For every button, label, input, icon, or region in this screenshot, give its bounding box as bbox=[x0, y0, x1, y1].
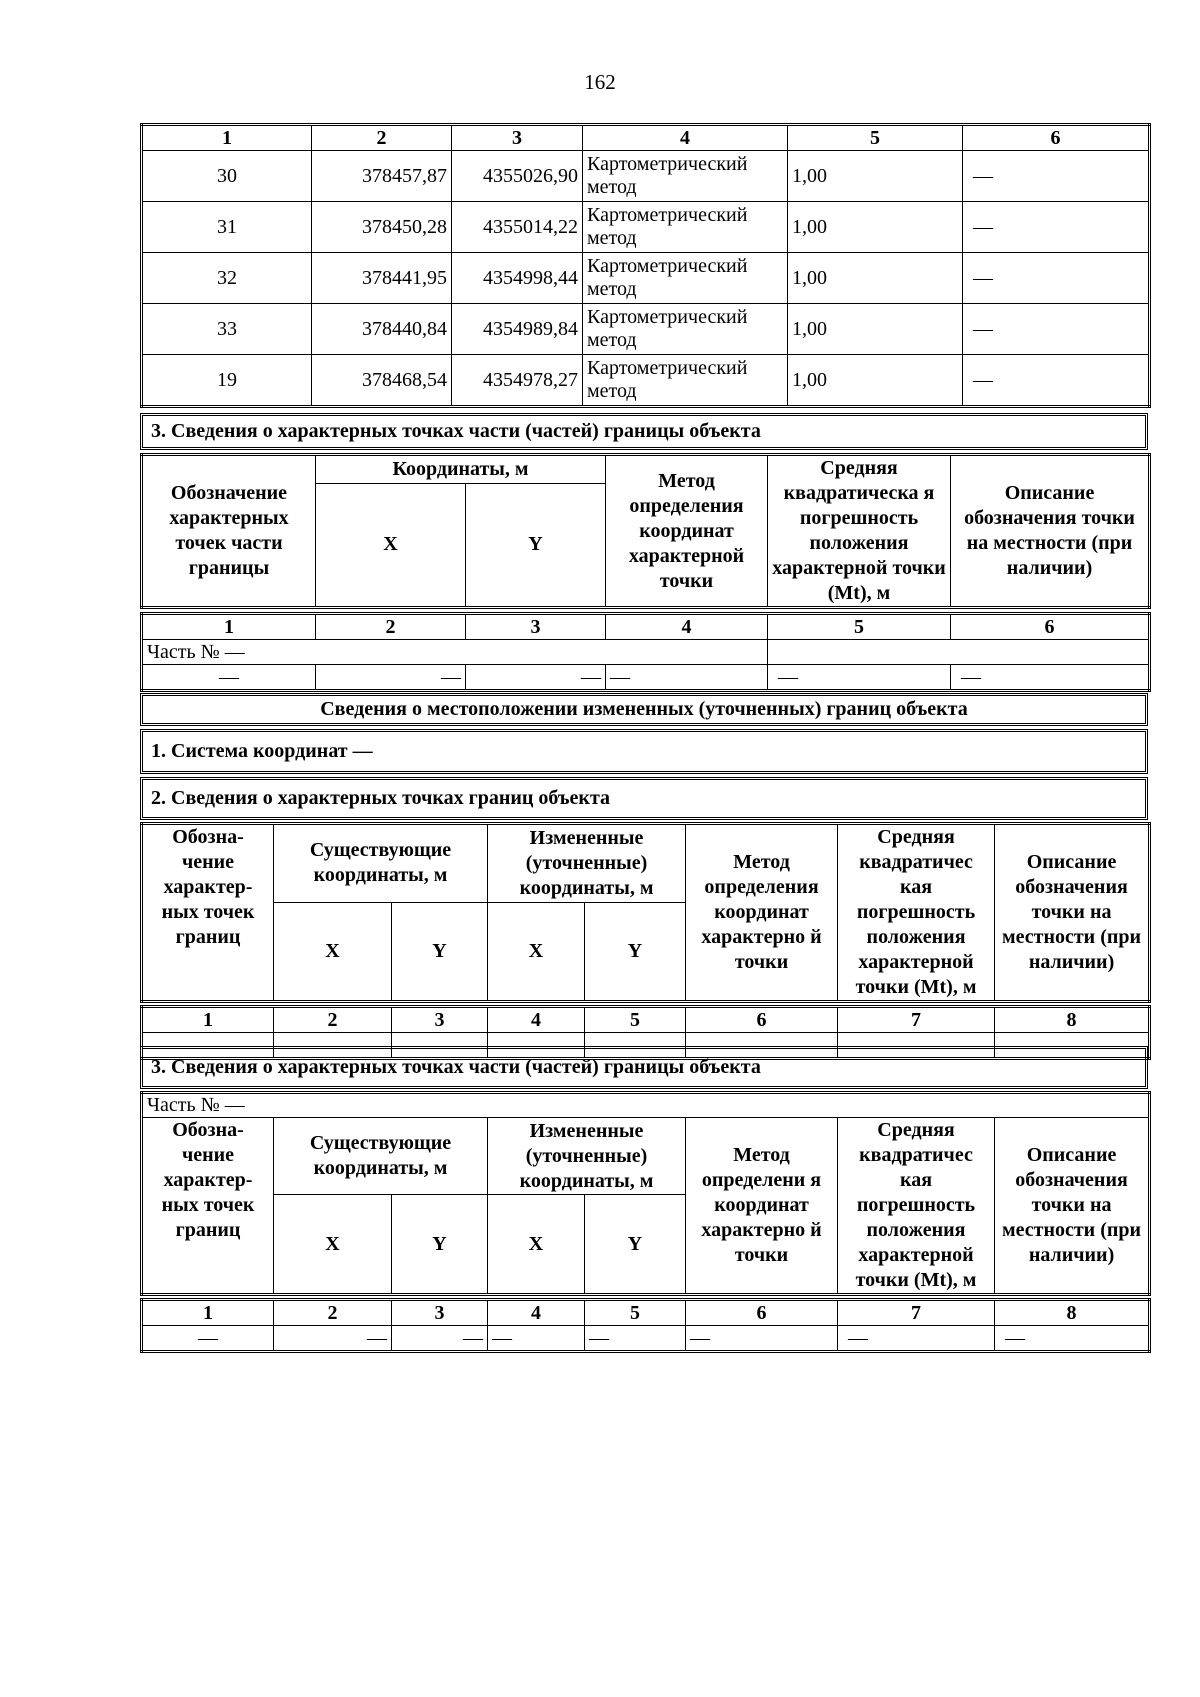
coord-y: 4355014,22 bbox=[452, 202, 583, 253]
header-existing: Существующие координаты, м bbox=[274, 1118, 488, 1195]
header-changed: Измененные (уточненные) координаты, м bbox=[488, 824, 686, 903]
col-num: 1 bbox=[142, 614, 316, 640]
col-num: 8 bbox=[995, 1300, 1150, 1326]
dash-cell: — bbox=[585, 1326, 686, 1352]
header-coordinates: Координаты, м bbox=[316, 455, 606, 484]
header-description: Описание обозначения точки на местности (при наличии) bbox=[995, 824, 1150, 1002]
coord-y: 4354989,84 bbox=[452, 304, 583, 355]
dash-cell: — bbox=[466, 665, 606, 691]
dash-cell: — bbox=[995, 1033, 1150, 1059]
coord-y: 4354978,27 bbox=[452, 355, 583, 407]
table-row bbox=[142, 202, 1150, 253]
col-num: 2 bbox=[312, 125, 452, 151]
col-num: 5 bbox=[788, 125, 963, 151]
point-id: 30 bbox=[142, 151, 312, 202]
header-method: Метод определения координат характерной точки bbox=[606, 455, 768, 608]
dash-cell: — bbox=[488, 1326, 585, 1352]
method: Картометрический метод bbox=[583, 253, 788, 304]
section3b-wrap bbox=[140, 1046, 1148, 1353]
section3a-body-table bbox=[140, 612, 1151, 692]
col-num: 1 bbox=[142, 125, 312, 151]
coord-y: 4354998,44 bbox=[452, 253, 583, 304]
col-num: 8 bbox=[995, 1007, 1150, 1033]
col-num: 5 bbox=[585, 1300, 686, 1326]
header-accuracy: Средняя квадратичес кая погрешность положения характерной точки (Mt), м bbox=[838, 824, 995, 1002]
col-num: 4 bbox=[606, 614, 768, 640]
dash-cell: — bbox=[392, 1326, 488, 1352]
dash-cell: — bbox=[838, 1326, 995, 1352]
header-changed: Измененные (уточненные) координаты, м bbox=[488, 1118, 686, 1195]
section3b-header-table bbox=[140, 1091, 1151, 1296]
header-y: Y bbox=[585, 1195, 686, 1295]
col-num: 3 bbox=[466, 614, 606, 640]
dash-cell: — bbox=[274, 1033, 392, 1059]
table-row bbox=[142, 253, 1150, 304]
header-existing: Существующие координаты, м bbox=[274, 824, 488, 903]
header-x: X bbox=[274, 1195, 392, 1295]
description: — bbox=[963, 253, 1150, 304]
section3b-title: 3. Сведения о характерных точках части (частей) границы объекта bbox=[140, 1046, 1148, 1089]
coord-system: 1. Система координат — bbox=[140, 729, 1148, 774]
top-points-table-wrap bbox=[140, 123, 1148, 408]
dash-cell: — bbox=[316, 665, 466, 691]
header-x: X bbox=[488, 902, 585, 1001]
header-accuracy: Средняя квадратичес кая погрешность положения характерной точки (Mt), м bbox=[838, 1118, 995, 1295]
method: Картометрический метод bbox=[583, 202, 788, 253]
col-num: 7 bbox=[838, 1300, 995, 1326]
col-num: 3 bbox=[392, 1300, 488, 1326]
coord-x: 378468,54 bbox=[312, 355, 452, 407]
header-designation: Обозна-чение характер-ных точек границ bbox=[142, 1118, 274, 1295]
empty-cell bbox=[768, 640, 1150, 665]
col-num: 4 bbox=[583, 125, 788, 151]
col-num: 1 bbox=[142, 1300, 274, 1326]
accuracy: 1,00 bbox=[788, 304, 963, 355]
accuracy: 1,00 bbox=[788, 151, 963, 202]
dash-cell: — bbox=[686, 1326, 838, 1352]
table-row bbox=[142, 1326, 1150, 1352]
header-accuracy: Средняя квадратическа я погрешность положения характерной точки (Mt), м bbox=[768, 455, 951, 608]
accuracy: 1,00 bbox=[788, 253, 963, 304]
section3a-title: 3. Сведения о характерных точках части (частей) границы объекта bbox=[140, 413, 1148, 450]
header-y: Y bbox=[585, 902, 686, 1001]
col-num: 6 bbox=[686, 1007, 838, 1033]
column-number-row bbox=[142, 1300, 1150, 1326]
header-description: Описание обозначения точки на местности (при наличии) bbox=[995, 1118, 1150, 1295]
column-number-row bbox=[142, 614, 1150, 640]
col-num: 3 bbox=[392, 1007, 488, 1033]
coord-x: 378457,87 bbox=[312, 151, 452, 202]
section3a-header-table bbox=[140, 453, 1151, 609]
header-description: Описание обозначения точки на местности (при наличии) bbox=[951, 455, 1150, 608]
coord-x: 378440,84 bbox=[312, 304, 452, 355]
point-id: 32 bbox=[142, 253, 312, 304]
header-method: Метод определения координат характерно й точки bbox=[686, 824, 838, 1002]
header-y: Y bbox=[392, 1195, 488, 1295]
col-num: 2 bbox=[316, 614, 466, 640]
dash-cell: — bbox=[142, 665, 316, 691]
col-num: 6 bbox=[686, 1300, 838, 1326]
dash-cell: — bbox=[686, 1033, 838, 1059]
coord-x: 378450,28 bbox=[312, 202, 452, 253]
description: — bbox=[963, 355, 1150, 407]
accuracy: 1,00 bbox=[788, 202, 963, 253]
table-row bbox=[142, 355, 1150, 407]
coord-x: 378441,95 bbox=[312, 253, 452, 304]
method: Картометрический метод bbox=[583, 304, 788, 355]
col-num: 3 bbox=[452, 125, 583, 151]
header-designation: Обозначение характерных точек части границы bbox=[142, 455, 316, 608]
table-row bbox=[142, 151, 1150, 202]
section2-header-table bbox=[140, 822, 1151, 1003]
col-num: 4 bbox=[488, 1007, 585, 1033]
col-num: 2 bbox=[274, 1007, 392, 1033]
header-x: X bbox=[316, 483, 466, 607]
dash-cell: — bbox=[768, 665, 951, 691]
changed-section-title: Сведения о местоположении измененных (уточненных) границ объекта bbox=[140, 693, 1148, 726]
dash-cell: — bbox=[488, 1033, 585, 1059]
description: — bbox=[963, 151, 1150, 202]
col-num: 6 bbox=[963, 125, 1150, 151]
part-label: Часть № — bbox=[142, 640, 768, 665]
description: — bbox=[963, 202, 1150, 253]
header-y: Y bbox=[392, 902, 488, 1001]
method: Картометрический метод bbox=[583, 151, 788, 202]
col-num: 5 bbox=[585, 1007, 686, 1033]
dash-cell: — bbox=[838, 1033, 995, 1059]
col-num: 6 bbox=[951, 614, 1150, 640]
column-number-row bbox=[142, 1007, 1150, 1033]
point-id: 33 bbox=[142, 304, 312, 355]
dash-cell: — bbox=[585, 1033, 686, 1059]
table-row bbox=[142, 304, 1150, 355]
table-row bbox=[142, 665, 1150, 691]
section3a-wrap bbox=[140, 413, 1148, 692]
col-num: 1 bbox=[142, 1007, 274, 1033]
header-x: X bbox=[488, 1195, 585, 1295]
top-points-table bbox=[140, 123, 1151, 408]
dash-cell: — bbox=[392, 1033, 488, 1059]
page-number: 162 bbox=[584, 70, 616, 94]
dash-cell: — bbox=[995, 1326, 1150, 1352]
part-label: Часть № — bbox=[142, 1093, 1150, 1118]
coord-y: 4355026,90 bbox=[452, 151, 583, 202]
col-num: 2 bbox=[274, 1300, 392, 1326]
header-y: Y bbox=[466, 483, 606, 607]
dash-cell: — bbox=[951, 665, 1150, 691]
accuracy: 1,00 bbox=[788, 355, 963, 407]
dash-cell: — bbox=[274, 1326, 392, 1352]
dash-cell: — bbox=[142, 1033, 274, 1059]
section2-title: 2. Сведения о характерных точках границ объекта bbox=[140, 777, 1148, 820]
header-method: Метод определени я координат характерно й точки bbox=[686, 1118, 838, 1295]
dash-cell: — bbox=[142, 1326, 274, 1352]
header-x: X bbox=[274, 902, 392, 1001]
changed-section-wrap bbox=[140, 693, 1148, 1060]
column-number-row bbox=[142, 125, 1150, 151]
section3b-body-table bbox=[140, 1298, 1151, 1353]
description: — bbox=[963, 304, 1150, 355]
point-id: 31 bbox=[142, 202, 312, 253]
method: Картометрический метод bbox=[583, 355, 788, 407]
point-id: 19 bbox=[142, 355, 312, 407]
col-num: 5 bbox=[768, 614, 951, 640]
header-designation: Обозна-чение характер-ных точек границ bbox=[142, 824, 274, 1002]
dash-cell: — bbox=[606, 665, 768, 691]
col-num: 7 bbox=[838, 1007, 995, 1033]
col-num: 4 bbox=[488, 1300, 585, 1326]
